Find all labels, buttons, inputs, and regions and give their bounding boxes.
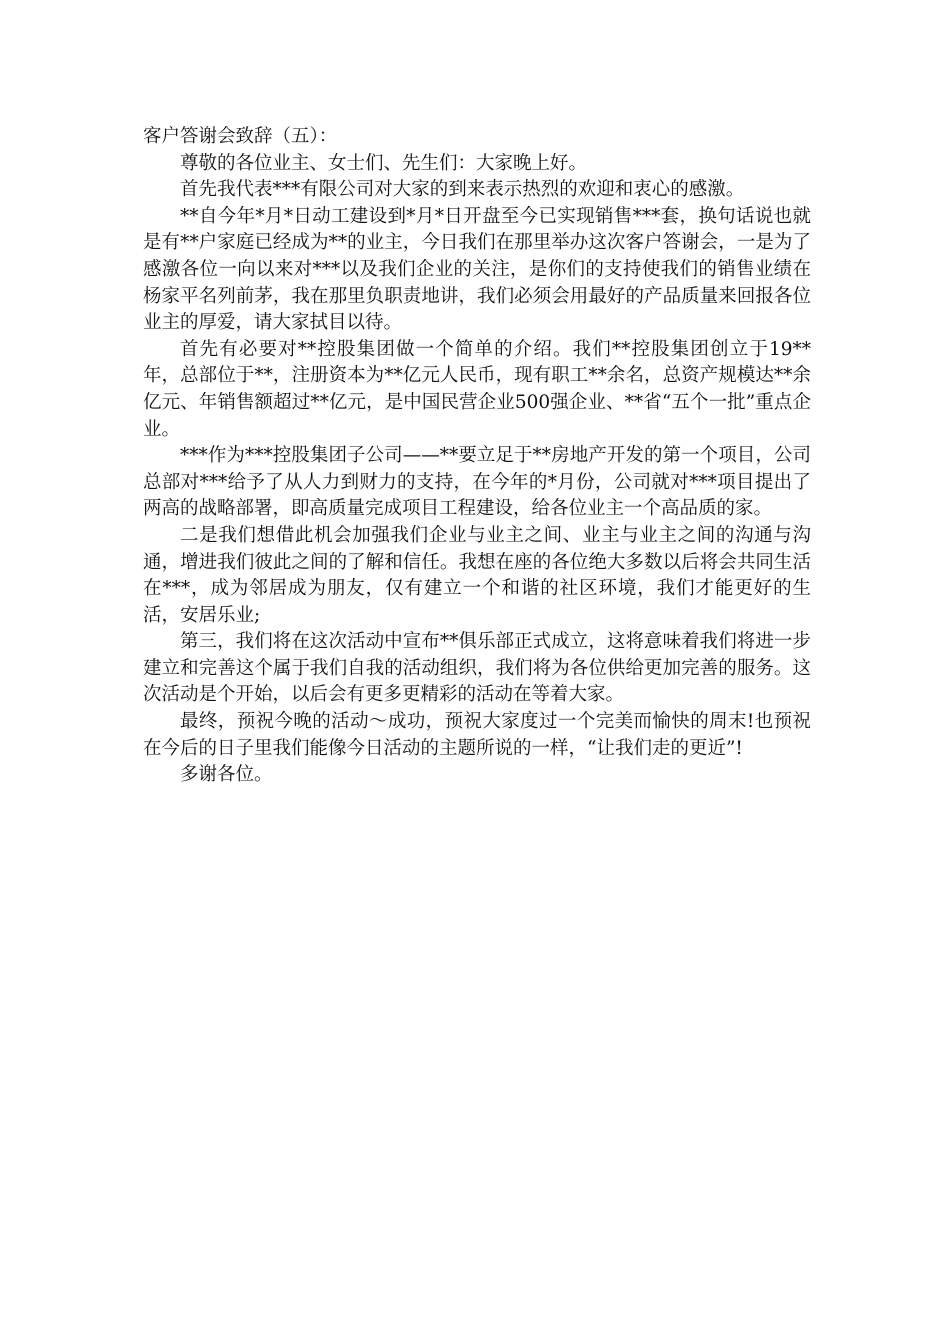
document-title: 客户答谢会致辞（五）： bbox=[143, 126, 338, 147]
communication-paragraph: 二是我们想借此机会加强我们企业与业主之间、业主与业主之间的沟通与沟通，增进我们彼此之间的了解和信任。我想在座的各位绝大多数以后将会共同生活在***，成为邻居成为朋友，仅有建立一个和谐的社区环境，我们才能更好的生活，安居乐业; bbox=[143, 524, 811, 626]
group-intro-paragraph: 首先有必要对**控股集团做一个简单的介绍。我们**控股集团创立于19**年，总部位于**，注册资本为**亿元人民币，现有职工**余名，总资产规模达**余亿元、年销售额超过**亿元，是中国民营企业500强企业、**省“五个一批”重点企业。 bbox=[143, 338, 811, 440]
greeting-paragraph: 尊敬的各位业主、女士们、先生们：大家晚上好。 bbox=[180, 152, 588, 174]
club-paragraph: 第三，我们将在这次活动中宣布**俱乐部正式成立，这将意味着我们将进一步建立和完善这个属于我们自我的活动组织，我们将为各位供给更加完善的服务。这次活动是个开始，以后会有更多更精彩的活动在等着大家。 bbox=[143, 631, 811, 706]
project-paragraph: ***作为***控股集团子公司——**要立足于**房地产开发的第一个项目，公司总部对***给予了从人力到财力的支持，在今年的*月份，公司就对***项目提出了两高的战略部署，即高质量完成项目工程建设，给各位业主一个高品质的家。 bbox=[143, 445, 811, 520]
closing-wishes-paragraph: 最终，预祝今晚的活动～成功，预祝大家度过一个完美而愉快的周末!也预祝在今后的日子里我们能像今日活动的主题所说的一样，“让我们走的更近”! bbox=[143, 711, 811, 759]
document-body bbox=[143, 124, 811, 789]
sales-paragraph: **自今年*月*日动工建设到*月*日开盘至今已实现销售***套，换句话说也就是有**户家庭已经成为**的业主，今日我们在那里举办这次客户答谢会，一是为了感激各位一向以来对***以及我们企业的关注，是你们的支持使我们的销售业绩在杨家平名列前茅，我在那里负职责地讲，我们必须会用最好的产品质量来回报各位业主的厚爱，请大家拭目以待。 bbox=[143, 205, 811, 334]
thanks-paragraph: 多谢各位。 bbox=[180, 764, 273, 786]
welcome-paragraph: 首先我代表***有限公司对大家的到来表示热烈的欢迎和衷心的感激。 bbox=[180, 179, 745, 201]
